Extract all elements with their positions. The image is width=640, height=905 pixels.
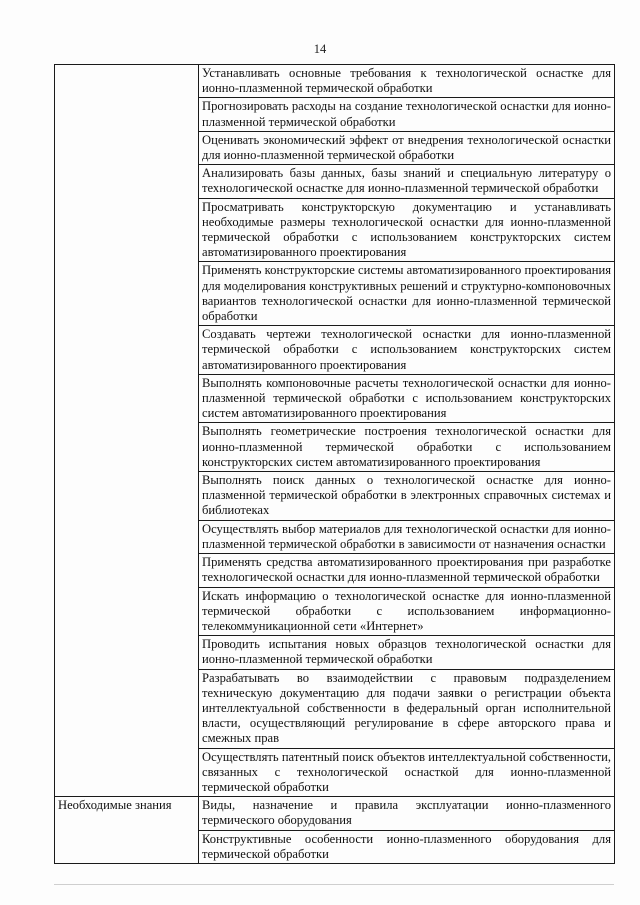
requirement-item: Проводить испытания новых образцов технологической оснастки для ионно-плазменной термической обработки [199, 636, 615, 669]
requirement-item: Осуществлять патентный поиск объектов интеллектуальной собственности, связанных с технологической оснасткой для ионно-плазменной термической обработки [199, 748, 615, 797]
requirement-item: Выполнять поиск данных о технологической оснастке для ионно-плазменной термической обработки в электронных справочных системах и библиотеках [199, 472, 615, 521]
section-label [55, 65, 199, 797]
requirement-item: Создавать чертежи технологической оснастки для ионно-плазменной термической обработки с использованием конструкторских систем автоматизированного проектирования [199, 326, 615, 375]
requirement-item: Осуществлять выбор материалов для технологической оснастки для ионно-плазменной термической обработки в зависимости от назначения оснастки [199, 520, 615, 553]
requirement-item: Оценивать экономический эффект от внедрения технологической оснастки для ионно-плазменной термической обработки [199, 131, 615, 164]
bottom-rule [54, 884, 614, 885]
table-row [55, 797, 615, 830]
page-number: 14 [313, 42, 327, 56]
requirement-item: Устанавливать основные требования к технологической оснастке для ионно-плазменной термической обработки [199, 65, 615, 98]
requirement-item: Разрабатывать во взаимодействии с правовым подразделением техническую документацию для подачи заявки о регистрации объекта интеллектуальной собственности в федеральный орган исполнительной власти, осуществляющий регулирование в сфере авторского права и смежных прав [199, 669, 615, 748]
requirement-item: Прогнозировать расходы на создание технологической оснастки для ионно-плазменной термической обработки [199, 98, 615, 131]
requirement-item: Выполнять геометрические построения технологической оснастки для ионно-плазменной термической обработки с использованием конструкторских систем автоматизированного проектирования [199, 423, 615, 472]
requirement-item: Применять средства автоматизированного проектирования при разработке технологической оснастки для ионно-плазменной термической обработки [199, 554, 615, 587]
table-row [55, 65, 615, 98]
requirement-item: Просматривать конструкторскую документацию и устанавливать необходимые размеры технологической оснастки для ионно-плазменной термической обработки с использованием конструкторских систем автоматизированного проектирования [199, 198, 615, 262]
requirement-item: Искать информацию о технологической оснастке для ионно-плазменной термической обработки с использованием информационно-телекоммуникационной сети «Интернет» [199, 587, 615, 636]
requirement-item: Виды, назначение и правила эксплуатации ионно-плазменного термического оборудования [199, 797, 615, 830]
requirement-item: Анализировать базы данных, базы знаний и специальную литературу о технологической оснастке для ионно-плазменной термической обработки [199, 165, 615, 198]
requirement-item: Выполнять компоновочные расчеты технологической оснастки для ионно-плазменной термической обработки с использованием конструкторских систем автоматизированного проектирования [199, 374, 615, 423]
requirement-item: Применять конструкторские системы автоматизированного проектирования для моделирования конструктивных решений и структурно-компоновочных вариантов технологической оснастки для ионно-плазменной термической обработки [199, 262, 615, 326]
requirement-item: Конструктивные особенности ионно-плазменного оборудования для термической обработки [199, 830, 615, 863]
section-label: Необходимые знания [55, 797, 199, 864]
requirements-table [54, 64, 615, 864]
